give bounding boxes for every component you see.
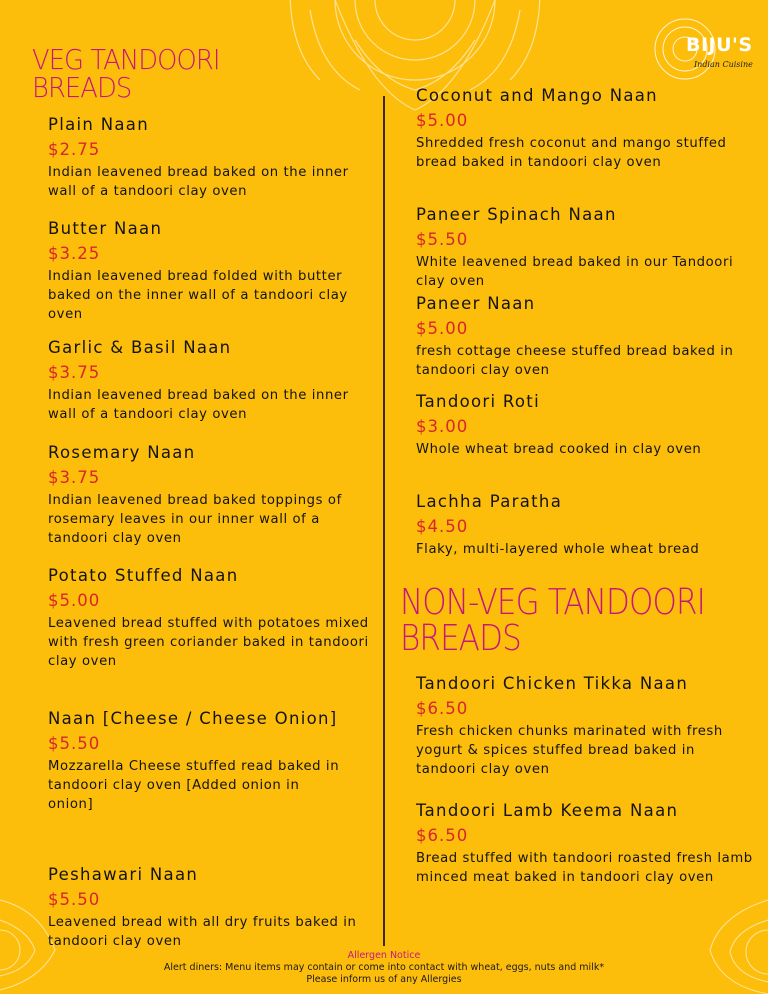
item-name: Tandoori Roti <box>416 392 540 411</box>
item-price: $5.00 <box>48 591 101 610</box>
item-name: Coconut and Mango Naan <box>416 86 658 105</box>
menu-item <box>48 862 378 951</box>
menu-item <box>416 389 746 459</box>
item-name: Rosemary Naan <box>48 443 196 462</box>
item-name: Lachha Paratha <box>416 492 563 511</box>
menu-item <box>416 489 746 559</box>
item-price: $5.50 <box>416 230 469 249</box>
item-description: Shredded fresh coconut and mango stuffed bread baked in tandoori clay oven <box>416 136 727 170</box>
item-price: $5.50 <box>48 734 101 753</box>
item-name: Garlic & Basil Naan <box>48 338 232 357</box>
menu-item <box>416 83 746 172</box>
item-name: Tandoori Chicken Tikka Naan <box>416 674 689 693</box>
item-name: Paneer Spinach Naan <box>416 205 617 224</box>
brand-name: BIJU'S <box>686 34 753 56</box>
item-price: $5.00 <box>416 319 469 338</box>
item-description: Whole wheat bread cooked in clay oven <box>416 442 702 457</box>
item-description: White leavened bread baked in our Tandoori clay oven <box>416 255 734 289</box>
item-description: Indian leavened bread baked on the inner wall of a tandoori clay oven <box>48 388 349 422</box>
item-price: $3.00 <box>416 417 469 436</box>
allergen-notice-line: Alert diners: Menu items may contain or come into contact with wheat, eggs, nuts and milk* <box>163 962 605 973</box>
column-divider <box>383 96 385 946</box>
menu-item <box>48 706 348 814</box>
menu-item <box>48 112 378 201</box>
item-description: Leavened bread with all dry fruits baked in tandoori clay oven <box>48 915 357 949</box>
brand-tagline: Indian Cuisine <box>694 60 753 69</box>
item-price: $3.75 <box>48 468 101 487</box>
item-description: fresh cottage cheese stuffed bread baked in tandoori clay oven <box>416 344 734 378</box>
item-price: $2.75 <box>48 140 101 159</box>
item-price: $6.50 <box>416 826 469 845</box>
item-name: Peshawari Naan <box>48 865 199 884</box>
allergen-notice <box>0 950 768 986</box>
menu-item <box>416 798 756 887</box>
item-price: $6.50 <box>416 699 469 718</box>
menu-item <box>48 335 378 424</box>
allergen-notice-title: Allergen Notice <box>347 950 421 961</box>
menu-item <box>48 216 378 324</box>
item-name: Paneer Naan <box>416 294 536 313</box>
menu-item <box>48 563 378 671</box>
item-description: Indian leavened bread baked on the inner wall of a tandoori clay oven <box>48 165 349 199</box>
item-description: Leavened bread stuffed with potatoes mixed with fresh green coriander baked in tandoori clay oven <box>48 616 369 669</box>
item-description: Indian leavened bread folded with butter baked on the inner wall of a tandoori clay oven <box>48 269 348 322</box>
allergen-notice-line: Please inform us of any Allergies <box>306 974 462 985</box>
item-description: Fresh chicken chunks marinated with fresh yogurt & spices stuffed bread baked in tandoori clay oven <box>416 724 723 777</box>
veg-section-heading: VEG TANDOORI BREADS <box>32 43 220 104</box>
item-description: Flaky, multi-layered whole wheat bread <box>416 542 700 557</box>
item-price: $3.75 <box>48 363 101 382</box>
menu-item <box>416 291 746 380</box>
item-price: $5.00 <box>416 111 469 130</box>
item-description: Bread stuffed with tandoori roasted fresh lamb minced meat baked in tandoori clay oven <box>416 851 753 885</box>
item-price: $4.50 <box>416 517 469 536</box>
item-name: Potato Stuffed Naan <box>48 566 239 585</box>
item-price: $5.50 <box>48 890 101 909</box>
menu-item <box>416 202 746 291</box>
menu-item <box>416 671 756 779</box>
nonveg-section-heading: NON-VEG TANDOORI BREADS <box>400 582 705 659</box>
item-price: $3.25 <box>48 244 101 263</box>
item-name: Naan [Cheese / Cheese Onion] <box>48 709 338 728</box>
item-name: Butter Naan <box>48 219 163 238</box>
menu-item <box>48 440 378 548</box>
item-description: Indian leavened bread baked toppings of rosemary leaves in our inner wall of a tandoori clay oven <box>48 493 342 546</box>
item-description: Mozzarella Cheese stuffed read baked in tandoori clay oven [Added onion in onion] <box>48 759 340 812</box>
brand-logo <box>676 20 760 80</box>
item-name: Plain Naan <box>48 115 149 134</box>
item-name: Tandoori Lamb Keema Naan <box>416 801 679 820</box>
